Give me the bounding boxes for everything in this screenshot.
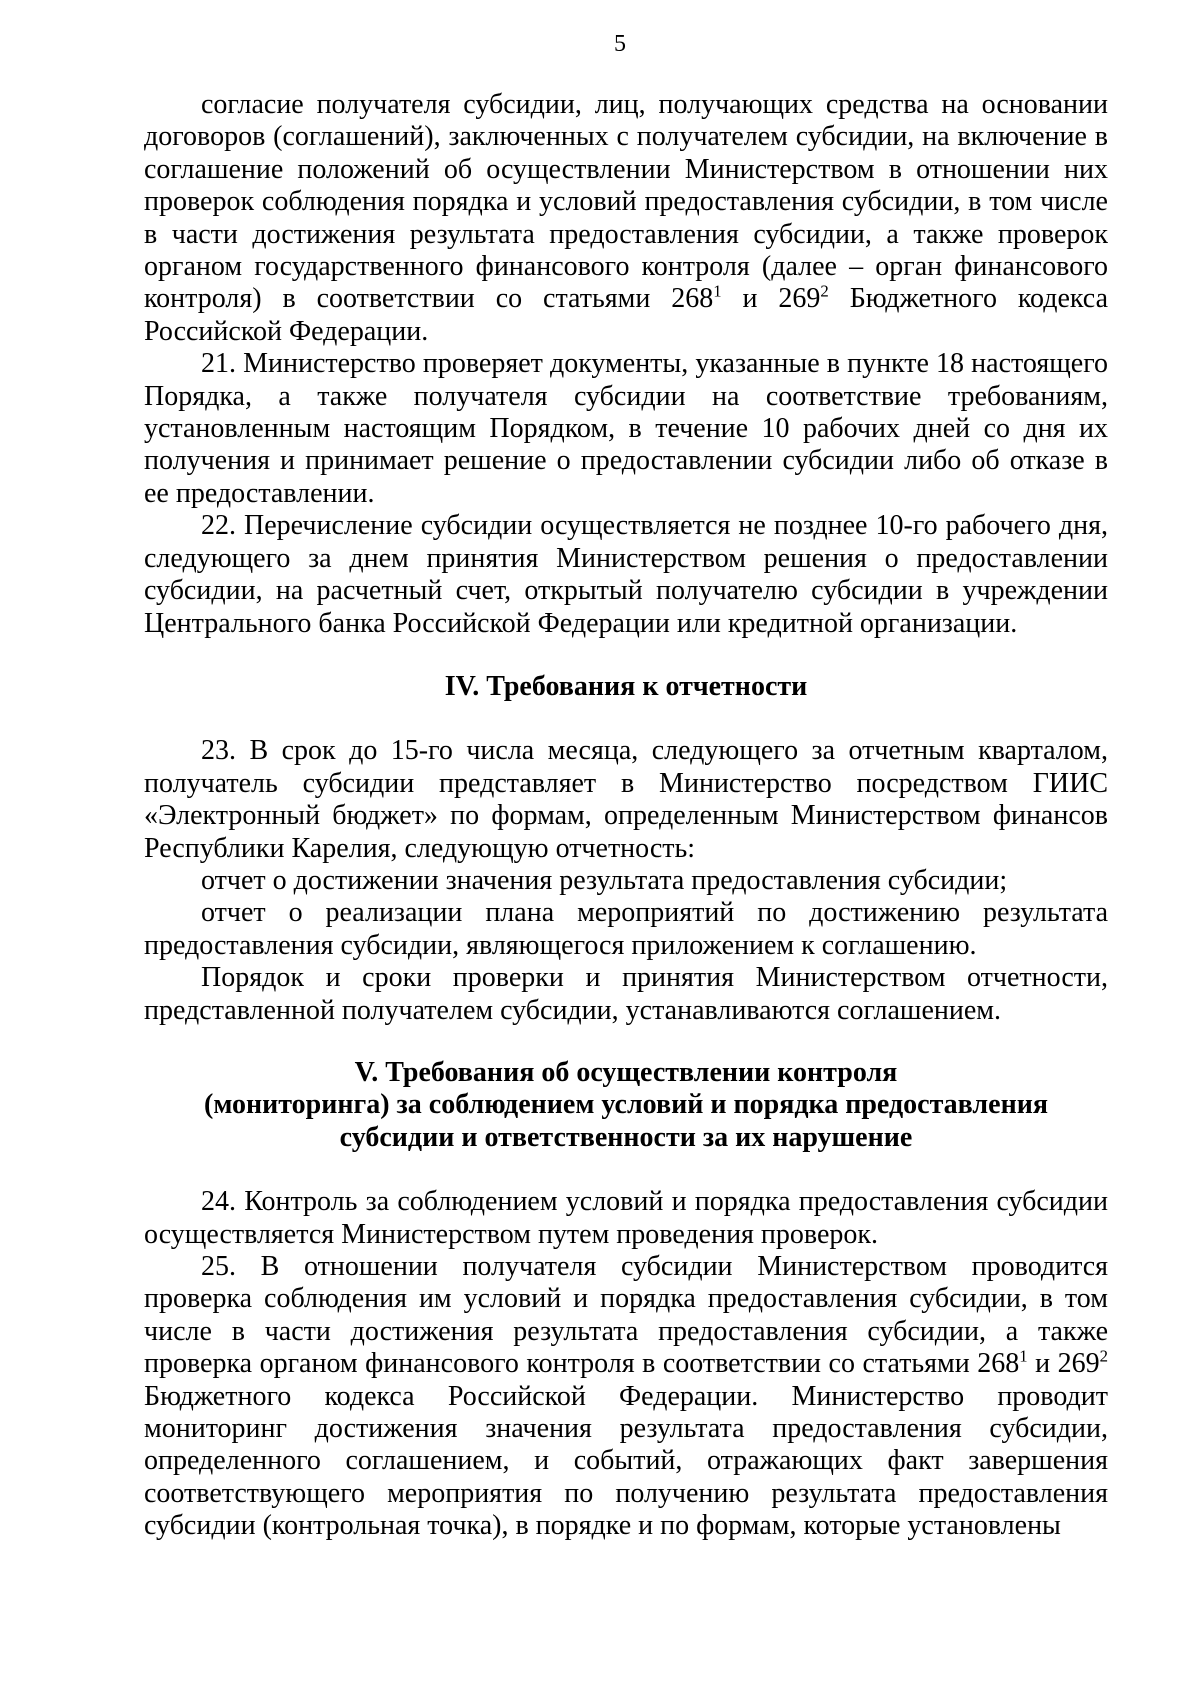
superscript: 2	[1099, 1346, 1108, 1366]
paragraph-23-item-1: отчет о достижении значения результата предоставления субсидии;	[201, 864, 1008, 896]
spacer	[144, 1154, 1108, 1186]
page-number: 5	[614, 31, 626, 57]
paragraph-25	[144, 1251, 1108, 1543]
section-heading-v-line-1: V. Требования об осуществлении контроля	[354, 1056, 898, 1088]
section-heading-v-line-3: субсидии и ответственности за их нарушение	[339, 1121, 913, 1153]
paragraph-25-end: Бюджетного кодекса Российской Федерации. Министерство проводит мониторинг достижения значения результата предоставления субсидии, определенного соглашением, и событий, отражающих факт завершения соответствующего мероприятия по получению результата предоставления субсидии (контрольная точка), в порядке и по формам, которые установлены	[144, 1380, 1108, 1542]
paragraph-21: 21. Министерство проверяет документы, указанные в пункте 18 настоящего Порядка, а также получателя субсидии на соответствие требованиям, установленным настоящим Порядком, в течение 10 рабочих дней со дня их получения и принимает решение о предоставлении субсидии либо об отказе в ее предоставлении.	[144, 348, 1108, 509]
paragraph-23-order: Порядок и сроки проверки и принятия Министерством отчетности, представленной получателем субсидии, устанавливаются соглашением.	[144, 962, 1108, 1026]
paragraph-consent	[144, 89, 1108, 348]
paragraph-23: 23. В срок до 15-го числа месяца, следующего за отчетным кварталом, получатель субсидии представляет в Министерство посредством ГИИС «Электронный бюджет» по формам, определенным Министерством финансов Республики Карелия, следующую отчетность:	[144, 735, 1108, 864]
paragraph-consent-mid: и 269	[721, 283, 821, 315]
section-heading-v-line-2: (мониторинга) за соблюдением условий и порядка предоставления	[204, 1089, 1048, 1121]
paragraph-23-item-2: отчет о реализации плана мероприятий по достижению результата предоставления субсидии, являющегося приложением к соглашению.	[144, 897, 1108, 961]
paragraph-25-mid: и 269	[1027, 1348, 1100, 1380]
spacer	[144, 640, 1108, 671]
paragraph-consent-end: Бюджетного кодекса Российской Федерации.	[144, 283, 1109, 347]
paragraph-25-text: 25. В отношении получателя субсидии Министерством проводится проверка соблюдения им условий и порядка предоставления субсидии, в том числе в части достижения результата предоставления субсидии, а также проверка органом финансового контроля в соответствии со статьями 268	[144, 1251, 1108, 1380]
section-heading-iv: IV. Требования к отчетности	[444, 670, 808, 702]
superscript: 1	[713, 282, 722, 302]
paragraph-22: 22. Перечисление субсидии осуществляется не позднее 10-го рабочего дня, следующего за днем принятия Министерством решения о предоставлении субсидии, на расчетный счет, открытый получателю субсидии в учреждении Центрального банка Российской Федерации или кредитной организации.	[144, 510, 1108, 639]
spacer	[144, 703, 1108, 735]
superscript: 1	[1019, 1346, 1028, 1366]
section-heading-v	[144, 1057, 1108, 1154]
superscript: 2	[820, 282, 829, 302]
paragraph-24: 24. Контроль за соблюдением условий и порядка предоставления субсидии осуществляется Министерством путем проведения проверок.	[144, 1186, 1108, 1250]
spacer	[144, 1027, 1108, 1057]
paragraph-consent-text: согласие получателя субсидии, лиц, получающих средства на основании договоров (соглашений), заключенных с получателем субсидии, на включение в соглашение положений об осуществлении Министерством в отношении них проверок соблюдения порядка и условий предоставления субсидии, в том числе в части достижения результата предоставления субсидии, а также проверок органом государственного финансового контроля (далее – орган финансового контроля) в соответствии со статьями 268	[144, 89, 1108, 315]
document-body	[144, 89, 1108, 1543]
